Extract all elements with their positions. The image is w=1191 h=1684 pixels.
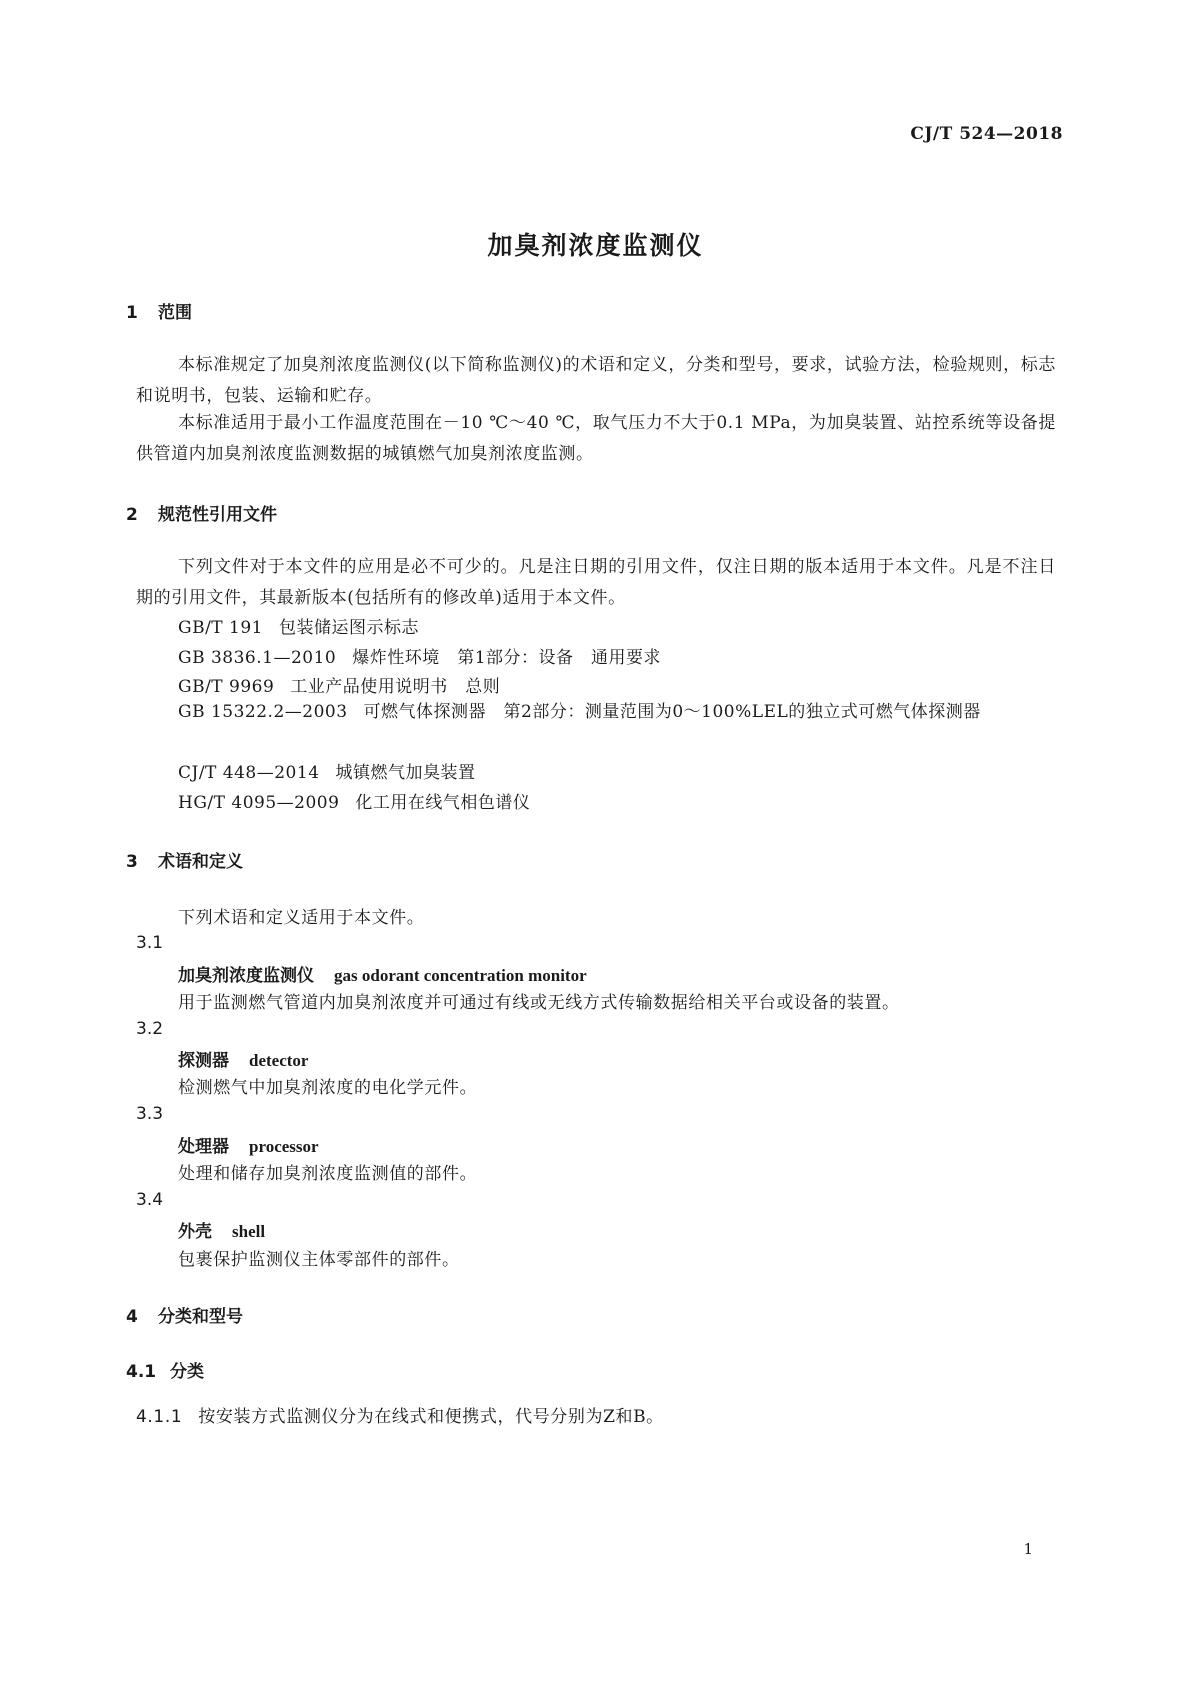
- section-number: 3: [126, 852, 138, 872]
- section-number: 4.1: [126, 1362, 157, 1382]
- section-title: 分类: [170, 1362, 204, 1382]
- terms-intro: 下列术语和定义适用于本文件。: [178, 908, 425, 928]
- reference-item: [178, 643, 661, 668]
- term-name-zh: 加臭剂浓度监测仪: [178, 966, 314, 986]
- scope-paragraph-2: 本标准适用于最小工作温度范围在－10 ℃～40 ℃，取气压力不大于0.1 MPa，为加臭装置、站控系统等设备提供管道内加臭剂浓度监测数据的城镇燃气加臭剂浓度监测。: [136, 413, 1056, 464]
- term-name: [178, 1046, 308, 1071]
- reference-title: 工业产品使用说明书 总则: [290, 677, 501, 697]
- term-definition: 处理和储存加臭剂浓度监测值的部件。: [178, 1164, 478, 1184]
- section-title: 术语和定义: [158, 852, 243, 872]
- reference-item: [136, 697, 1056, 728]
- term-definition: 包裹保护监测仪主体零部件的部件。: [178, 1250, 460, 1270]
- term-number: 3.1: [136, 933, 164, 953]
- term-name-en: detector: [249, 1051, 309, 1070]
- reference-code: GB 3836.1—2010: [178, 648, 337, 668]
- standard-number: CJ/T 524—2018: [910, 124, 1063, 144]
- reference-code: GB 15322.2—2003: [178, 702, 348, 722]
- term-name: [178, 1217, 265, 1242]
- section-number: 4: [126, 1307, 138, 1327]
- section-number: 2: [126, 505, 138, 525]
- reference-code: GB/T 191: [178, 618, 263, 638]
- reference-title: 化工用在线气相色谱仪: [355, 793, 531, 813]
- section-title: 范围: [158, 303, 192, 323]
- term-name-zh: 探测器: [178, 1051, 229, 1071]
- section-1-heading: [126, 298, 192, 323]
- reference-item: [178, 672, 500, 697]
- term-name-zh: 外壳: [178, 1222, 212, 1242]
- term-name-en: gas odorant concentration monitor: [334, 966, 587, 985]
- reference-title: 可燃气体探测器 第2部分：测量范围为0～100%LEL的独立式可燃气体探测器: [363, 702, 981, 722]
- section-4-heading: [126, 1302, 243, 1327]
- term-number: 3.3: [136, 1104, 164, 1124]
- reference-item: [178, 788, 530, 813]
- section-4-1-heading: [126, 1357, 204, 1382]
- term-definition: 检测燃气中加臭剂浓度的电化学元件。: [178, 1078, 478, 1098]
- reference-title: 爆炸性环境 第1部分：设备 通用要求: [352, 648, 662, 668]
- term-name: [178, 961, 587, 986]
- reference-code: CJ/T 448—2014: [178, 763, 320, 783]
- scope-paragraph-1: 本标准规定了加臭剂浓度监测仪(以下简称监测仪)的术语和定义，分类和型号，要求，试验方法，检验规则，标志和说明书，包装、运输和贮存。: [136, 355, 1056, 406]
- document-title: 加臭剂浓度监测仪: [487, 231, 704, 260]
- section-title: 规范性引用文件: [158, 505, 277, 525]
- term-number: 3.4: [136, 1190, 164, 1210]
- reference-item: [178, 613, 419, 638]
- section-title: 分类和型号: [158, 1307, 243, 1327]
- reference-title: 包装储运图示标志: [279, 618, 419, 638]
- term-definition: 用于监测燃气管道内加臭剂浓度并可通过有线或无线方式传输数据给相关平台或设备的装置。: [178, 993, 900, 1013]
- reference-code: HG/T 4095—2009: [178, 793, 340, 813]
- term-name: [178, 1132, 319, 1157]
- section-3-heading: [126, 847, 243, 872]
- page-number: 1: [1023, 1540, 1033, 1558]
- normative-intro: 下列文件对于本文件的应用是必不可少的。凡是注日期的引用文件，仅注日期的版本适用于本文件。凡是不注日期的引用文件，其最新版本(包括所有的修改单)适用于本文件。: [136, 557, 1056, 608]
- term-number: 3.2: [136, 1019, 164, 1039]
- section-number: 1: [126, 303, 138, 323]
- clause-text: 按安装方式监测仪分为在线式和便携式，代号分别为Z和B。: [198, 1407, 664, 1427]
- term-name-zh: 处理器: [178, 1137, 229, 1157]
- term-name-en: shell: [232, 1222, 266, 1241]
- term-name-en: processor: [249, 1137, 319, 1156]
- clause-4-1-1: [136, 1402, 664, 1427]
- reference-code: GB/T 9969: [178, 677, 275, 697]
- section-2-heading: [126, 500, 277, 525]
- reference-item: [178, 758, 476, 783]
- reference-title: 城镇燃气加臭装置: [335, 763, 476, 783]
- clause-number: 4.1.1: [136, 1407, 183, 1427]
